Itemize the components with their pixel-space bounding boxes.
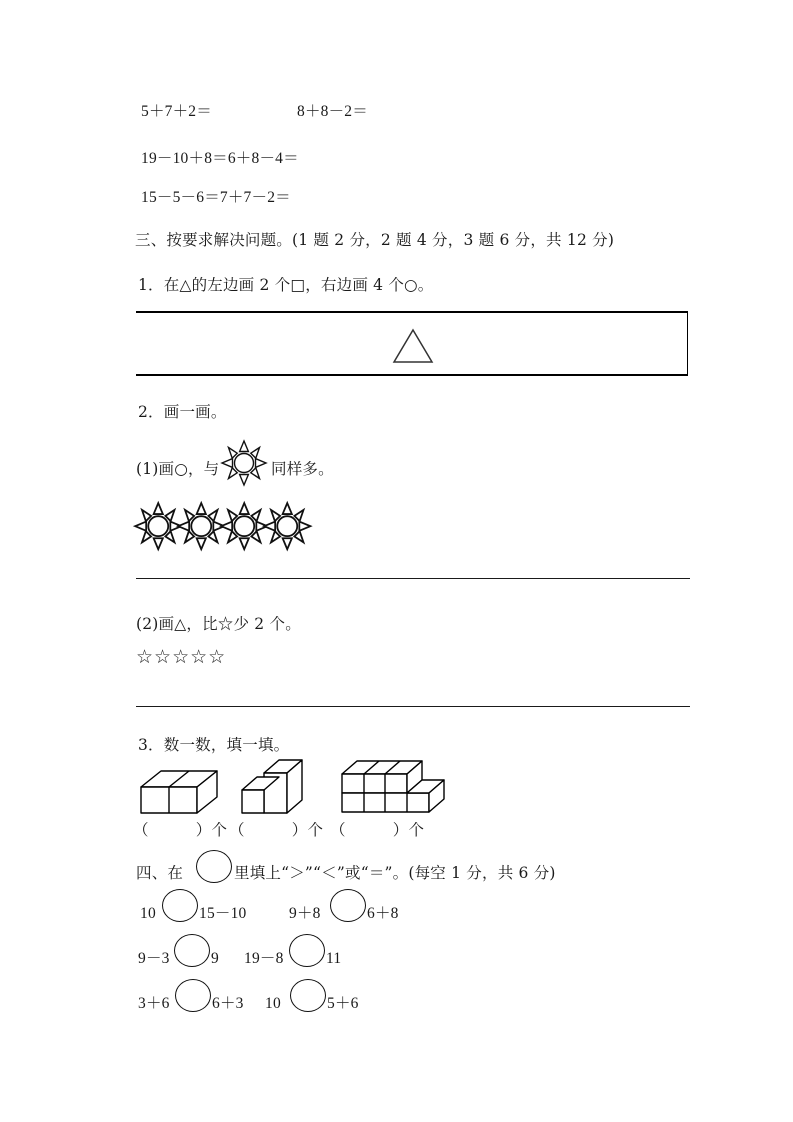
- sun-row: [130, 498, 315, 556]
- arithmetic-row-2-left: 19－10＋8＝6＋8－4＝: [141, 150, 299, 167]
- sun-icon: [219, 440, 269, 486]
- answer-rule-2[interactable]: [136, 706, 690, 707]
- question-2-part2: (2)画△，比☆少 2 个。: [136, 615, 301, 633]
- comparison-2-left: 9＋8: [289, 905, 321, 922]
- comparison-6-circle[interactable]: [290, 979, 326, 1012]
- comparison-5-left: 3＋6: [138, 995, 170, 1012]
- question-3-blank-3[interactable]: （ ）个: [330, 821, 425, 839]
- star-row: ☆☆☆☆☆: [136, 646, 227, 668]
- question-1-prompt: 1．在△的左边画 2 个□，右边画 4 个○。: [138, 276, 434, 294]
- question-1-answer-box[interactable]: [136, 311, 688, 376]
- comparison-5-right: 6＋3: [212, 995, 244, 1012]
- comparison-2-right: 6＋8: [367, 905, 399, 922]
- question-2-part1-before: (1)画○，与: [136, 460, 220, 478]
- section-four-heading-circle: [196, 850, 232, 883]
- block-figure-1: [139, 763, 223, 819]
- block-figure-3: [337, 757, 445, 819]
- question-3-blank-2[interactable]: （ ）个: [229, 821, 324, 839]
- comparison-6-left: 10: [265, 995, 281, 1012]
- comparison-4-circle[interactable]: [289, 934, 325, 967]
- comparison-4-right: 11: [326, 950, 342, 967]
- question-3-prompt: 3．数一数，填一填。: [138, 736, 290, 754]
- arithmetic-row-1-left: 5＋7＋2＝: [141, 103, 212, 120]
- question-2-part1-after: 同样多。: [271, 460, 334, 478]
- comparison-4-left: 19－8: [244, 950, 284, 967]
- comparison-5-circle[interactable]: [175, 979, 211, 1012]
- comparison-6-right: 5＋6: [327, 995, 359, 1012]
- section-four-heading-before: 四、在: [136, 864, 184, 882]
- comparison-3-left: 9－3: [138, 950, 170, 967]
- comparison-3-circle[interactable]: [174, 934, 210, 967]
- arithmetic-row-3-left: 15－5－6＝7＋7－2＝: [141, 189, 291, 206]
- arithmetic-row-1-right: 8＋8－2＝: [297, 103, 368, 120]
- comparison-3-right: 9: [211, 950, 219, 967]
- block-figure-2: [237, 757, 307, 819]
- comparison-1-left: 10: [140, 905, 156, 922]
- section-four-heading-after: 里填上“＞”“＜”或“＝”。(每空 1 分，共 6 分): [234, 864, 556, 882]
- question-2-prompt: 2．画一画。: [138, 403, 227, 421]
- triangle-icon: [391, 327, 435, 365]
- comparison-2-circle[interactable]: [330, 889, 366, 922]
- section-three-heading: 三、按要求解决问题。(1 题 2 分，2 题 4 分，3 题 6 分，共 12 分): [135, 231, 615, 249]
- question-3-blank-1[interactable]: （ ）个: [133, 821, 228, 839]
- answer-rule-1[interactable]: [136, 578, 690, 579]
- comparison-1-right: 15－10: [199, 905, 247, 922]
- comparison-1-circle[interactable]: [162, 889, 198, 922]
